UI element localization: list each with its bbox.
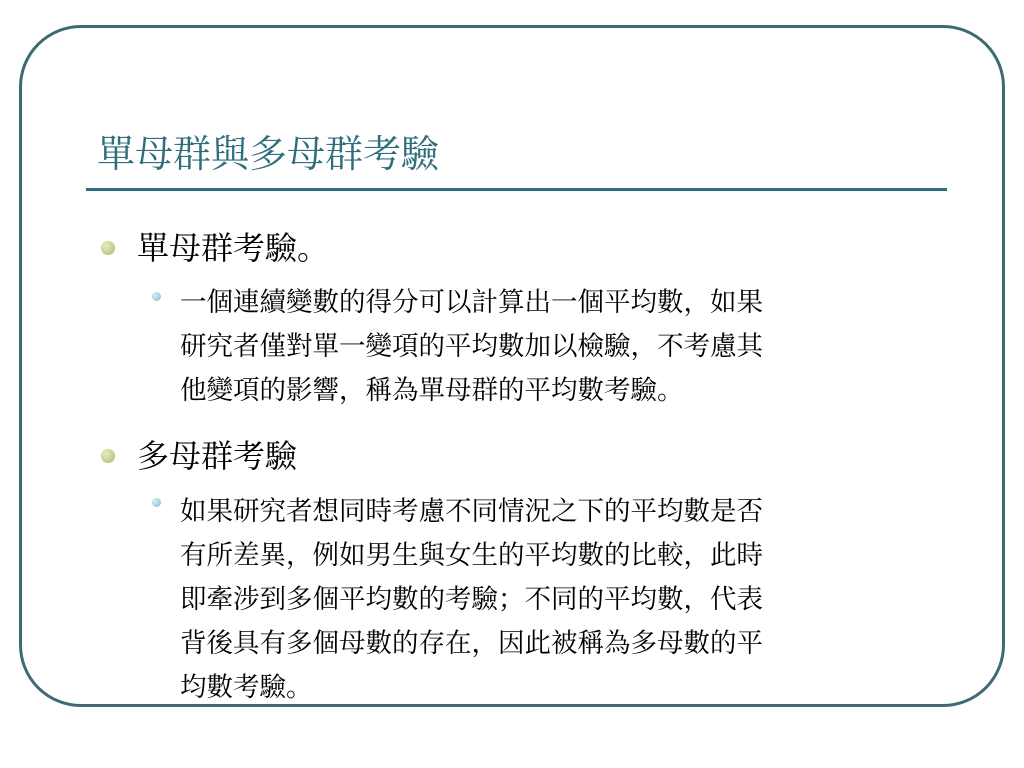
- bullet-level1-icon: [101, 241, 115, 255]
- slide-title: 單母群與多母群考驗: [97, 132, 440, 176]
- paragraph-line: 即牽涉到多個平均數的考驗；不同的平均數，代表: [180, 584, 763, 615]
- paragraph-line: 均數考驗。: [180, 672, 313, 703]
- paragraph-line: 他變項的影響，稱為單母群的平均數考驗。: [180, 375, 684, 406]
- paragraph-line: 研究者僅對單一變項的平均數加以檢驗，不考慮其: [180, 331, 763, 362]
- bullet-heading: 多母群考驗: [137, 437, 298, 475]
- paragraph-line: 一個連續變數的得分可以計算出一個平均數，如果: [180, 287, 763, 318]
- bullet-level2-icon: [152, 292, 161, 301]
- bullet-paragraph: [180, 490, 992, 710]
- bullet-heading: 單母群考驗。: [137, 229, 330, 267]
- paragraph-line: 背後具有多個母數的存在，因此被稱為多母數的平: [180, 628, 763, 659]
- title-underline: [86, 188, 947, 191]
- paragraph-line: 有所差異，例如男生與女生的平均數的比較，此時: [180, 540, 763, 571]
- bullet-level2-icon: [152, 498, 161, 507]
- paragraph-line: 如果研究者想同時考慮不同情況之下的平均數是否: [180, 496, 763, 527]
- bullet-paragraph: [180, 281, 992, 413]
- bullet-level1-icon: [101, 449, 115, 463]
